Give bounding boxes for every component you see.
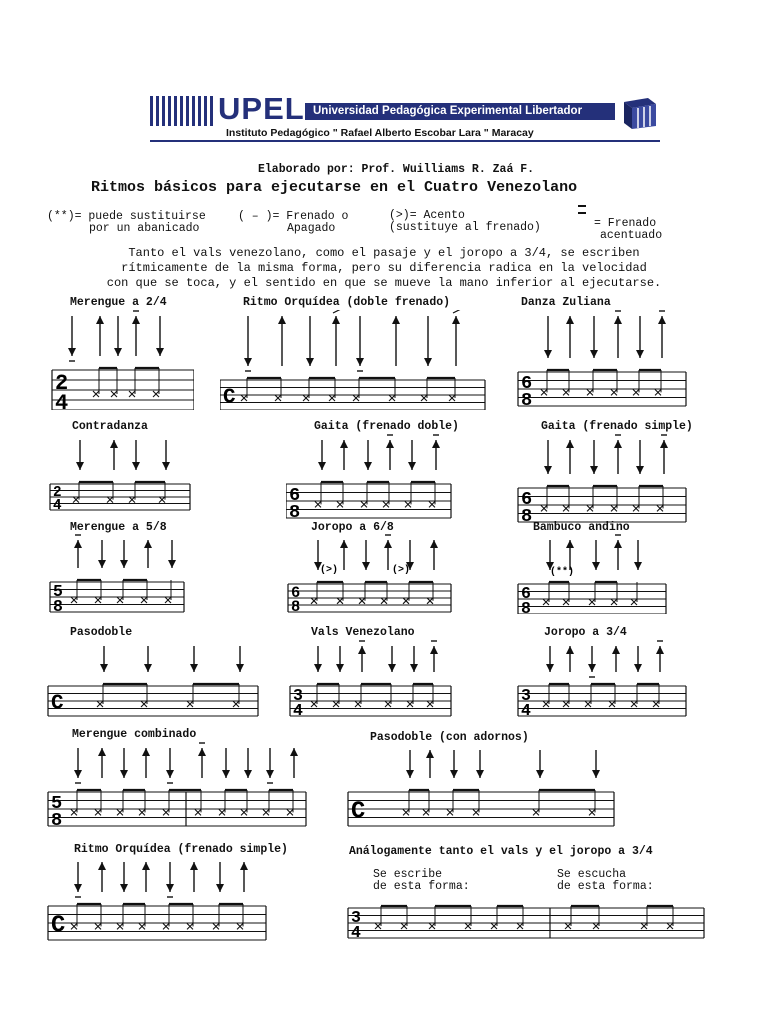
rhythm-title-contradanza: Contradanza	[72, 420, 148, 433]
legend-frenado-acentuado-1: = Frenado	[594, 217, 657, 230]
down-arrow-icon	[68, 348, 76, 356]
up-arrow-icon	[430, 540, 438, 548]
up-arrow-icon	[358, 646, 366, 654]
rhythm-title-merengue-2-4: Merengue a 2/4	[70, 296, 167, 309]
institute-name: Instituto Pedagógico " Rafael Alberto Escobar Lara " Maracay	[226, 127, 534, 139]
down-arrow-icon	[476, 770, 484, 778]
rhythm-contradanza	[44, 434, 194, 514]
time-signature-top: 3	[521, 686, 531, 705]
legend-acento-2: (sustituye al frenado)	[389, 221, 541, 234]
intro-line-3: con que se toca, y el sentido en que se mueve la mano inferior al ejecutarse.	[106, 276, 662, 290]
time-signature-bottom: 8	[521, 599, 531, 614]
down-arrow-icon	[244, 770, 252, 778]
up-arrow-icon	[198, 748, 206, 756]
legend-frenado-2: Apagado	[287, 222, 336, 235]
up-arrow-icon	[96, 316, 104, 324]
time-signature-bottom: 8	[51, 809, 63, 831]
rhythm-merengue-2-4	[44, 310, 194, 410]
rhythm-title-pasodoble: Pasodoble	[70, 626, 133, 639]
legend-dash-mark	[578, 205, 586, 207]
up-arrow-icon	[614, 540, 622, 548]
down-arrow-icon	[222, 770, 230, 778]
rhythm-joropo-3-4	[514, 640, 694, 720]
down-arrow-icon	[588, 664, 596, 672]
time-signature-common: C	[51, 692, 64, 716]
time-signature-top: 3	[351, 908, 361, 927]
legend-frenado-1: ( – )= Frenado o	[238, 210, 349, 223]
page-title: Ritmos básicos para ejecutarse en el Cuatro Venezolano	[91, 179, 578, 196]
rhythm-title-pasodoble-adornos: Pasodoble (con adornos)	[370, 731, 529, 744]
down-arrow-icon	[314, 664, 322, 672]
down-arrow-icon	[98, 560, 106, 568]
legend-acento-1: (>)= Acento	[389, 209, 465, 222]
legend-dash-mark-2	[578, 212, 586, 214]
down-arrow-icon	[318, 462, 326, 470]
up-arrow-icon	[340, 540, 348, 548]
up-arrow-icon	[658, 316, 666, 324]
analogous-heard-2: de esta forma:	[557, 880, 654, 893]
down-arrow-icon	[74, 770, 82, 778]
university-name: Universidad Pedagógica Experimental Libertador	[313, 105, 583, 117]
up-arrow-icon	[290, 748, 298, 756]
down-arrow-icon	[166, 770, 174, 778]
up-arrow-icon	[386, 440, 394, 448]
up-arrow-icon	[142, 862, 150, 870]
rhythm-title-joropo-3-4: Joropo a 3/4	[544, 626, 627, 639]
time-signature-common: C	[51, 912, 66, 940]
time-signature-bottom: 4	[351, 923, 361, 942]
up-arrow-icon	[74, 540, 82, 548]
down-arrow-icon	[120, 770, 128, 778]
rhythm-orquidea-simple	[44, 856, 274, 946]
analogous-heard-1: Se escucha	[557, 868, 627, 881]
up-arrow-icon	[278, 316, 286, 324]
time-signature-common: C	[351, 798, 366, 826]
time-signature-top: 3	[293, 686, 303, 705]
analogous-written-1: Se escribe	[373, 868, 443, 881]
down-arrow-icon	[166, 884, 174, 892]
down-arrow-icon	[100, 664, 108, 672]
down-arrow-icon	[162, 462, 170, 470]
up-arrow-icon	[142, 748, 150, 756]
intro-line-1: Tanto el vals venezolano, como el pasaje y el joropo a 3/4, se escriben	[128, 246, 640, 260]
rhythm-title-bambuco: Bambuco andino	[533, 521, 630, 534]
down-arrow-icon	[168, 560, 176, 568]
up-arrow-icon	[656, 646, 664, 654]
down-arrow-icon	[590, 350, 598, 358]
analogous-written-2: de esta forma:	[373, 880, 470, 893]
time-signature-top: 5	[53, 582, 63, 601]
rhythm-danza-zuliana	[514, 310, 694, 410]
down-arrow-icon	[406, 770, 414, 778]
logo-university-bar	[305, 103, 615, 120]
down-arrow-icon	[592, 770, 600, 778]
up-arrow-icon	[110, 440, 118, 448]
rhythm-title-orquidea-doble: Ritmo Orquídea (doble frenado)	[243, 296, 451, 309]
down-arrow-icon	[408, 462, 416, 470]
rhythm-title-vals: Vals Venezolano	[311, 626, 415, 639]
down-arrow-icon	[306, 358, 314, 366]
up-arrow-icon	[332, 316, 340, 324]
down-arrow-icon	[74, 884, 82, 892]
up-arrow-icon	[340, 440, 348, 448]
acento-mark	[453, 310, 459, 313]
rhythm-bambuco	[514, 534, 694, 614]
down-arrow-icon	[636, 350, 644, 358]
rhythm-joropo-6-8	[286, 534, 456, 614]
up-arrow-icon	[240, 862, 248, 870]
down-arrow-icon	[244, 358, 252, 366]
up-arrow-icon	[566, 440, 574, 448]
rhythm-title-danza-zuliana: Danza Zuliana	[521, 296, 611, 309]
time-signature-bottom: 8	[53, 597, 63, 614]
time-signature-bottom: 8	[521, 505, 533, 524]
up-arrow-icon	[392, 316, 400, 324]
down-arrow-icon	[76, 462, 84, 470]
time-signature-bottom: 8	[289, 501, 301, 523]
rhythm-title-joropo-6-8: Joropo a 6/8	[311, 521, 394, 534]
time-signature-top: 5	[51, 792, 63, 814]
rhythm-title-orquidea-simple: Ritmo Orquídea (frenado simple)	[74, 843, 288, 856]
up-arrow-icon	[98, 748, 106, 756]
down-arrow-icon	[410, 664, 418, 672]
rhythm-mark-label: (**)	[550, 567, 575, 578]
time-signature-bottom: 4	[55, 391, 69, 410]
up-arrow-icon	[190, 862, 198, 870]
time-signature-top: 6	[291, 584, 301, 602]
up-arrow-icon	[426, 750, 434, 758]
time-signature-bottom: 4	[53, 498, 62, 514]
author-line: Elaborado por: Prof. Wuilliams R. Zaá F.	[258, 163, 535, 176]
rhythm-vals	[286, 640, 456, 720]
analogous-staff	[344, 898, 708, 944]
up-arrow-icon	[660, 440, 668, 448]
time-signature-top: 2	[53, 485, 62, 501]
logo-stripes	[150, 96, 216, 126]
rhythm-gaita-simple	[514, 434, 694, 524]
intro-line-2: rítmicamente de la misma forma, pero su diferencia radica en la velocidad	[121, 261, 647, 275]
legend-frenado-acentuado-2: acentuado	[600, 229, 663, 242]
down-arrow-icon	[362, 562, 370, 570]
up-arrow-icon	[452, 316, 460, 324]
logo-cube-icon	[618, 96, 660, 130]
down-arrow-icon	[636, 466, 644, 474]
rhythm-mark-label: (>)	[320, 565, 339, 576]
up-arrow-icon	[144, 540, 152, 548]
time-signature-top: 2	[55, 371, 69, 396]
analogous-title: Análogamente tanto el vals y el joropo a 3/4	[349, 845, 653, 858]
legend-sustituir-1: (**)= puede sustituirse	[47, 210, 206, 223]
down-arrow-icon	[114, 348, 122, 356]
down-arrow-icon	[388, 664, 396, 672]
time-signature-top: 6	[521, 488, 533, 510]
time-signature-bottom: 4	[293, 701, 303, 720]
rhythm-pasodoble	[44, 640, 264, 720]
down-arrow-icon	[216, 884, 224, 892]
down-arrow-icon	[336, 664, 344, 672]
down-arrow-icon	[356, 358, 364, 366]
down-arrow-icon	[590, 466, 598, 474]
time-signature-top: 6	[521, 584, 531, 603]
rhythm-merengue-combinado	[44, 742, 314, 832]
up-arrow-icon	[132, 316, 140, 324]
down-arrow-icon	[592, 562, 600, 570]
rhythm-orquidea-doble	[220, 310, 490, 410]
time-signature-bottom: 8	[291, 598, 301, 614]
down-arrow-icon	[156, 348, 164, 356]
up-arrow-icon	[614, 316, 622, 324]
time-signature-top: 6	[521, 372, 533, 394]
up-arrow-icon	[566, 316, 574, 324]
down-arrow-icon	[546, 664, 554, 672]
up-arrow-icon	[430, 646, 438, 654]
down-arrow-icon	[544, 466, 552, 474]
time-signature-bottom: 4	[521, 701, 531, 720]
rhythm-title-merengue-5-8: Merengue a 5/8	[70, 521, 167, 534]
down-arrow-icon	[424, 358, 432, 366]
down-arrow-icon	[120, 884, 128, 892]
up-arrow-icon	[566, 540, 574, 548]
down-arrow-icon	[536, 770, 544, 778]
acento-mark	[333, 310, 339, 313]
time-signature-common: C	[223, 386, 236, 410]
down-arrow-icon	[132, 462, 140, 470]
down-arrow-icon	[144, 664, 152, 672]
down-arrow-icon	[120, 560, 128, 568]
legend-sustituir-2: por un abanicado	[89, 222, 200, 235]
rhythm-mark-label: (>)	[392, 565, 411, 576]
up-arrow-icon	[98, 862, 106, 870]
down-arrow-icon	[266, 770, 274, 778]
down-arrow-icon	[190, 664, 198, 672]
logo-brand: UPEL	[218, 91, 305, 126]
rhythm-merengue-5-8	[44, 534, 194, 614]
down-arrow-icon	[544, 350, 552, 358]
time-signature-top: 6	[289, 484, 301, 506]
header-rule	[150, 140, 660, 142]
down-arrow-icon	[364, 462, 372, 470]
rhythm-pasodoble-adornos	[344, 744, 624, 834]
down-arrow-icon	[634, 562, 642, 570]
down-arrow-icon	[236, 664, 244, 672]
up-arrow-icon	[432, 440, 440, 448]
time-signature-bottom: 8	[521, 389, 533, 410]
up-arrow-icon	[566, 646, 574, 654]
rhythm-title-gaita-doble: Gaita (frenado doble)	[314, 420, 459, 433]
up-arrow-icon	[384, 540, 392, 548]
rhythm-title-merengue-combinado: Merengue combinado	[72, 728, 197, 741]
rhythm-title-gaita-simple: Gaita (frenado simple)	[541, 420, 693, 433]
rhythm-gaita-doble	[286, 434, 456, 524]
up-arrow-icon	[612, 646, 620, 654]
down-arrow-icon	[634, 664, 642, 672]
up-arrow-icon	[614, 440, 622, 448]
down-arrow-icon	[450, 770, 458, 778]
